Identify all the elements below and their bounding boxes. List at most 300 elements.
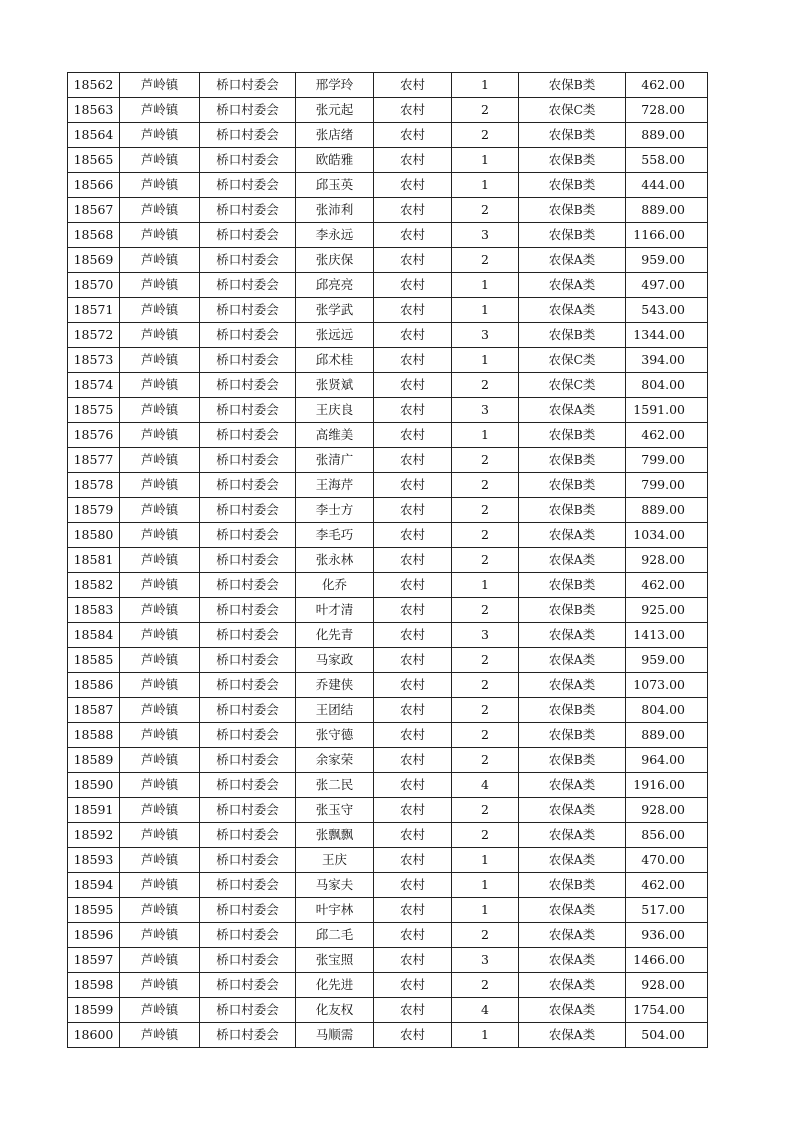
name-cell: 化先进 <box>296 973 374 998</box>
row-id-cell: 18572 <box>68 323 120 348</box>
amount-cell: 1073.00 <box>626 673 708 698</box>
insurance-category-cell: 农保B类 <box>519 723 626 748</box>
amount-cell: 394.00 <box>626 348 708 373</box>
name-cell: 张宝照 <box>296 948 374 973</box>
table-row <box>68 273 708 298</box>
area-type-cell: 农村 <box>374 173 452 198</box>
village-committee-cell: 桥口村委会 <box>200 873 296 898</box>
town-cell: 芦岭镇 <box>120 198 200 223</box>
amount-cell: 517.00 <box>626 898 708 923</box>
amount-cell: 1466.00 <box>626 948 708 973</box>
row-id-cell: 18600 <box>68 1023 120 1048</box>
village-committee-cell: 桥口村委会 <box>200 848 296 873</box>
name-cell: 张远远 <box>296 323 374 348</box>
village-committee-cell: 桥口村委会 <box>200 198 296 223</box>
table-row <box>68 898 708 923</box>
village-committee-cell: 桥口村委会 <box>200 523 296 548</box>
household-size-cell: 4 <box>452 773 519 798</box>
name-cell: 王庆良 <box>296 398 374 423</box>
town-cell: 芦岭镇 <box>120 748 200 773</box>
insurance-category-cell: 农保B类 <box>519 73 626 98</box>
insurance-category-cell: 农保A类 <box>519 898 626 923</box>
row-id-cell: 18599 <box>68 998 120 1023</box>
village-committee-cell: 桥口村委会 <box>200 498 296 523</box>
area-type-cell: 农村 <box>374 398 452 423</box>
name-cell: 张庆保 <box>296 248 374 273</box>
insurance-category-cell: 农保A类 <box>519 648 626 673</box>
table-row <box>68 698 708 723</box>
name-cell: 马家政 <box>296 648 374 673</box>
table-row <box>68 673 708 698</box>
row-id-cell: 18583 <box>68 598 120 623</box>
name-cell: 李士方 <box>296 498 374 523</box>
row-id-cell: 18571 <box>68 298 120 323</box>
amount-cell: 462.00 <box>626 73 708 98</box>
area-type-cell: 农村 <box>374 973 452 998</box>
amount-cell: 1166.00 <box>626 223 708 248</box>
amount-cell: 804.00 <box>626 373 708 398</box>
row-id-cell: 18573 <box>68 348 120 373</box>
name-cell: 张守德 <box>296 723 374 748</box>
name-cell: 王团结 <box>296 698 374 723</box>
amount-cell: 558.00 <box>626 148 708 173</box>
household-size-cell: 1 <box>452 298 519 323</box>
row-id-cell: 18597 <box>68 948 120 973</box>
row-id-cell: 18580 <box>68 523 120 548</box>
town-cell: 芦岭镇 <box>120 723 200 748</box>
village-committee-cell: 桥口村委会 <box>200 623 296 648</box>
village-committee-cell: 桥口村委会 <box>200 573 296 598</box>
household-size-cell: 2 <box>452 673 519 698</box>
amount-cell: 1754.00 <box>626 998 708 1023</box>
amount-cell: 799.00 <box>626 473 708 498</box>
village-committee-cell: 桥口村委会 <box>200 723 296 748</box>
name-cell: 张贤斌 <box>296 373 374 398</box>
table-row <box>68 948 708 973</box>
town-cell: 芦岭镇 <box>120 848 200 873</box>
village-committee-cell: 桥口村委会 <box>200 298 296 323</box>
table-row <box>68 723 708 748</box>
village-committee-cell: 桥口村委会 <box>200 798 296 823</box>
town-cell: 芦岭镇 <box>120 323 200 348</box>
area-type-cell: 农村 <box>374 848 452 873</box>
amount-cell: 462.00 <box>626 423 708 448</box>
table-row <box>68 923 708 948</box>
area-type-cell: 农村 <box>374 648 452 673</box>
area-type-cell: 农村 <box>374 548 452 573</box>
name-cell: 马家夫 <box>296 873 374 898</box>
village-committee-cell: 桥口村委会 <box>200 998 296 1023</box>
table-row <box>68 73 708 98</box>
area-type-cell: 农村 <box>374 423 452 448</box>
amount-cell: 504.00 <box>626 1023 708 1048</box>
name-cell: 邱亮亮 <box>296 273 374 298</box>
household-size-cell: 1 <box>452 573 519 598</box>
town-cell: 芦岭镇 <box>120 498 200 523</box>
household-size-cell: 4 <box>452 998 519 1023</box>
household-size-cell: 1 <box>452 173 519 198</box>
village-committee-cell: 桥口村委会 <box>200 448 296 473</box>
name-cell: 张二民 <box>296 773 374 798</box>
town-cell: 芦岭镇 <box>120 73 200 98</box>
table-row <box>68 498 708 523</box>
area-type-cell: 农村 <box>374 873 452 898</box>
insurance-category-cell: 农保A类 <box>519 523 626 548</box>
insurance-category-cell: 农保A类 <box>519 798 626 823</box>
household-size-cell: 1 <box>452 1023 519 1048</box>
insurance-category-cell: 农保A类 <box>519 673 626 698</box>
town-cell: 芦岭镇 <box>120 448 200 473</box>
amount-cell: 889.00 <box>626 198 708 223</box>
row-id-cell: 18567 <box>68 198 120 223</box>
area-type-cell: 农村 <box>374 98 452 123</box>
area-type-cell: 农村 <box>374 723 452 748</box>
village-committee-cell: 桥口村委会 <box>200 923 296 948</box>
row-id-cell: 18581 <box>68 548 120 573</box>
roster-table <box>67 72 708 1048</box>
area-type-cell: 农村 <box>374 73 452 98</box>
household-size-cell: 2 <box>452 373 519 398</box>
area-type-cell: 农村 <box>374 773 452 798</box>
name-cell: 张学武 <box>296 298 374 323</box>
row-id-cell: 18596 <box>68 923 120 948</box>
town-cell: 芦岭镇 <box>120 998 200 1023</box>
amount-cell: 964.00 <box>626 748 708 773</box>
amount-cell: 928.00 <box>626 973 708 998</box>
name-cell: 马顺需 <box>296 1023 374 1048</box>
village-committee-cell: 桥口村委会 <box>200 673 296 698</box>
insurance-category-cell: 农保A类 <box>519 623 626 648</box>
village-committee-cell: 桥口村委会 <box>200 548 296 573</box>
insurance-category-cell: 农保B类 <box>519 173 626 198</box>
table-row <box>68 198 708 223</box>
insurance-category-cell: 农保A类 <box>519 923 626 948</box>
insurance-category-cell: 农保A类 <box>519 773 626 798</box>
insurance-category-cell: 农保C类 <box>519 348 626 373</box>
insurance-category-cell: 农保B类 <box>519 598 626 623</box>
amount-cell: 959.00 <box>626 248 708 273</box>
village-committee-cell: 桥口村委会 <box>200 698 296 723</box>
village-committee-cell: 桥口村委会 <box>200 348 296 373</box>
amount-cell: 728.00 <box>626 98 708 123</box>
household-size-cell: 2 <box>452 698 519 723</box>
area-type-cell: 农村 <box>374 1023 452 1048</box>
row-id-cell: 18585 <box>68 648 120 673</box>
table-row <box>68 773 708 798</box>
insurance-category-cell: 农保B类 <box>519 123 626 148</box>
household-size-cell: 1 <box>452 148 519 173</box>
household-size-cell: 3 <box>452 323 519 348</box>
row-id-cell: 18591 <box>68 798 120 823</box>
household-size-cell: 1 <box>452 898 519 923</box>
area-type-cell: 农村 <box>374 523 452 548</box>
name-cell: 乔建侠 <box>296 673 374 698</box>
town-cell: 芦岭镇 <box>120 298 200 323</box>
amount-cell: 1916.00 <box>626 773 708 798</box>
household-size-cell: 3 <box>452 948 519 973</box>
area-type-cell: 农村 <box>374 348 452 373</box>
name-cell: 余家荣 <box>296 748 374 773</box>
area-type-cell: 农村 <box>374 573 452 598</box>
insurance-category-cell: 农保A类 <box>519 273 626 298</box>
table-row <box>68 998 708 1023</box>
town-cell: 芦岭镇 <box>120 473 200 498</box>
table-row <box>68 398 708 423</box>
area-type-cell: 农村 <box>374 148 452 173</box>
town-cell: 芦岭镇 <box>120 423 200 448</box>
row-id-cell: 18590 <box>68 773 120 798</box>
amount-cell: 1591.00 <box>626 398 708 423</box>
amount-cell: 444.00 <box>626 173 708 198</box>
table-row <box>68 223 708 248</box>
household-size-cell: 2 <box>452 548 519 573</box>
insurance-category-cell: 农保A类 <box>519 823 626 848</box>
area-type-cell: 农村 <box>374 123 452 148</box>
insurance-category-cell: 农保B类 <box>519 473 626 498</box>
row-id-cell: 18566 <box>68 173 120 198</box>
insurance-category-cell: 农保A类 <box>519 398 626 423</box>
area-type-cell: 农村 <box>374 273 452 298</box>
household-size-cell: 2 <box>452 98 519 123</box>
amount-cell: 1034.00 <box>626 523 708 548</box>
area-type-cell: 农村 <box>374 373 452 398</box>
town-cell: 芦岭镇 <box>120 248 200 273</box>
area-type-cell: 农村 <box>374 673 452 698</box>
area-type-cell: 农村 <box>374 498 452 523</box>
row-id-cell: 18579 <box>68 498 120 523</box>
insurance-category-cell: 农保B类 <box>519 498 626 523</box>
town-cell: 芦岭镇 <box>120 148 200 173</box>
area-type-cell: 农村 <box>374 223 452 248</box>
town-cell: 芦岭镇 <box>120 548 200 573</box>
roster-body <box>68 73 708 1048</box>
row-id-cell: 18587 <box>68 698 120 723</box>
household-size-cell: 3 <box>452 223 519 248</box>
table-row <box>68 873 708 898</box>
table-row <box>68 448 708 473</box>
town-cell: 芦岭镇 <box>120 348 200 373</box>
table-row <box>68 298 708 323</box>
area-type-cell: 农村 <box>374 248 452 273</box>
table-row <box>68 848 708 873</box>
village-committee-cell: 桥口村委会 <box>200 123 296 148</box>
insurance-category-cell: 农保B类 <box>519 423 626 448</box>
village-committee-cell: 桥口村委会 <box>200 598 296 623</box>
village-committee-cell: 桥口村委会 <box>200 898 296 923</box>
household-size-cell: 2 <box>452 923 519 948</box>
amount-cell: 889.00 <box>626 498 708 523</box>
town-cell: 芦岭镇 <box>120 573 200 598</box>
household-size-cell: 1 <box>452 873 519 898</box>
table-row <box>68 523 708 548</box>
insurance-category-cell: 农保B类 <box>519 198 626 223</box>
name-cell: 化乔 <box>296 573 374 598</box>
name-cell: 王海芹 <box>296 473 374 498</box>
amount-cell: 928.00 <box>626 798 708 823</box>
insurance-category-cell: 农保B类 <box>519 573 626 598</box>
insurance-category-cell: 农保B类 <box>519 873 626 898</box>
row-id-cell: 18565 <box>68 148 120 173</box>
table-row <box>68 823 708 848</box>
row-id-cell: 18588 <box>68 723 120 748</box>
town-cell: 芦岭镇 <box>120 398 200 423</box>
amount-cell: 1413.00 <box>626 623 708 648</box>
amount-cell: 959.00 <box>626 648 708 673</box>
area-type-cell: 农村 <box>374 698 452 723</box>
household-size-cell: 2 <box>452 648 519 673</box>
village-committee-cell: 桥口村委会 <box>200 273 296 298</box>
insurance-category-cell: 农保A类 <box>519 1023 626 1048</box>
insurance-category-cell: 农保C类 <box>519 373 626 398</box>
table-row <box>68 573 708 598</box>
row-id-cell: 18589 <box>68 748 120 773</box>
name-cell: 化友权 <box>296 998 374 1023</box>
table-row <box>68 348 708 373</box>
village-committee-cell: 桥口村委会 <box>200 373 296 398</box>
town-cell: 芦岭镇 <box>120 898 200 923</box>
row-id-cell: 18575 <box>68 398 120 423</box>
household-size-cell: 2 <box>452 498 519 523</box>
row-id-cell: 18569 <box>68 248 120 273</box>
insurance-category-cell: 农保B类 <box>519 223 626 248</box>
table-row <box>68 648 708 673</box>
area-type-cell: 农村 <box>374 823 452 848</box>
town-cell: 芦岭镇 <box>120 973 200 998</box>
name-cell: 邱术桂 <box>296 348 374 373</box>
household-size-cell: 1 <box>452 73 519 98</box>
insurance-category-cell: 农保B类 <box>519 698 626 723</box>
household-size-cell: 2 <box>452 723 519 748</box>
name-cell: 王庆 <box>296 848 374 873</box>
table-row <box>68 148 708 173</box>
town-cell: 芦岭镇 <box>120 123 200 148</box>
row-id-cell: 18592 <box>68 823 120 848</box>
insurance-category-cell: 农保A类 <box>519 298 626 323</box>
town-cell: 芦岭镇 <box>120 948 200 973</box>
amount-cell: 462.00 <box>626 573 708 598</box>
name-cell: 高维美 <box>296 423 374 448</box>
row-id-cell: 18593 <box>68 848 120 873</box>
area-type-cell: 农村 <box>374 898 452 923</box>
area-type-cell: 农村 <box>374 798 452 823</box>
household-size-cell: 3 <box>452 623 519 648</box>
village-committee-cell: 桥口村委会 <box>200 948 296 973</box>
amount-cell: 936.00 <box>626 923 708 948</box>
name-cell: 叶才清 <box>296 598 374 623</box>
name-cell: 化先青 <box>296 623 374 648</box>
amount-cell: 856.00 <box>626 823 708 848</box>
table-row <box>68 123 708 148</box>
amount-cell: 462.00 <box>626 873 708 898</box>
area-type-cell: 农村 <box>374 298 452 323</box>
insurance-category-cell: 农保A类 <box>519 948 626 973</box>
table-row <box>68 548 708 573</box>
name-cell: 张永林 <box>296 548 374 573</box>
village-committee-cell: 桥口村委会 <box>200 73 296 98</box>
village-committee-cell: 桥口村委会 <box>200 773 296 798</box>
amount-cell: 497.00 <box>626 273 708 298</box>
village-committee-cell: 桥口村委会 <box>200 148 296 173</box>
table-row <box>68 173 708 198</box>
insurance-category-cell: 农保B类 <box>519 323 626 348</box>
village-committee-cell: 桥口村委会 <box>200 248 296 273</box>
insurance-category-cell: 农保B类 <box>519 448 626 473</box>
row-id-cell: 18577 <box>68 448 120 473</box>
table-row <box>68 373 708 398</box>
village-committee-cell: 桥口村委会 <box>200 323 296 348</box>
area-type-cell: 农村 <box>374 998 452 1023</box>
name-cell: 张清广 <box>296 448 374 473</box>
town-cell: 芦岭镇 <box>120 273 200 298</box>
name-cell: 张玉守 <box>296 798 374 823</box>
row-id-cell: 18570 <box>68 273 120 298</box>
household-size-cell: 2 <box>452 823 519 848</box>
town-cell: 芦岭镇 <box>120 223 200 248</box>
row-id-cell: 18598 <box>68 973 120 998</box>
village-committee-cell: 桥口村委会 <box>200 748 296 773</box>
name-cell: 李毛巧 <box>296 523 374 548</box>
amount-cell: 928.00 <box>626 548 708 573</box>
table-row <box>68 248 708 273</box>
name-cell: 张元起 <box>296 98 374 123</box>
row-id-cell: 18562 <box>68 73 120 98</box>
amount-cell: 799.00 <box>626 448 708 473</box>
amount-cell: 1344.00 <box>626 323 708 348</box>
household-size-cell: 2 <box>452 523 519 548</box>
village-committee-cell: 桥口村委会 <box>200 648 296 673</box>
table-row <box>68 473 708 498</box>
area-type-cell: 农村 <box>374 473 452 498</box>
table-row <box>68 323 708 348</box>
name-cell: 叶宇林 <box>296 898 374 923</box>
town-cell: 芦岭镇 <box>120 798 200 823</box>
table-row <box>68 623 708 648</box>
town-cell: 芦岭镇 <box>120 873 200 898</box>
town-cell: 芦岭镇 <box>120 373 200 398</box>
amount-cell: 889.00 <box>626 723 708 748</box>
town-cell: 芦岭镇 <box>120 173 200 198</box>
household-size-cell: 1 <box>452 348 519 373</box>
name-cell: 欧皓雅 <box>296 148 374 173</box>
amount-cell: 543.00 <box>626 298 708 323</box>
row-id-cell: 18563 <box>68 98 120 123</box>
village-committee-cell: 桥口村委会 <box>200 223 296 248</box>
household-size-cell: 2 <box>452 248 519 273</box>
village-committee-cell: 桥口村委会 <box>200 473 296 498</box>
amount-cell: 804.00 <box>626 698 708 723</box>
row-id-cell: 18582 <box>68 573 120 598</box>
row-id-cell: 18584 <box>68 623 120 648</box>
name-cell: 邱二毛 <box>296 923 374 948</box>
town-cell: 芦岭镇 <box>120 673 200 698</box>
area-type-cell: 农村 <box>374 623 452 648</box>
insurance-category-cell: 农保A类 <box>519 548 626 573</box>
village-committee-cell: 桥口村委会 <box>200 1023 296 1048</box>
village-committee-cell: 桥口村委会 <box>200 423 296 448</box>
insurance-category-cell: 农保A类 <box>519 973 626 998</box>
row-id-cell: 18586 <box>68 673 120 698</box>
insurance-category-cell: 农保B类 <box>519 148 626 173</box>
household-size-cell: 1 <box>452 273 519 298</box>
row-id-cell: 18564 <box>68 123 120 148</box>
table-row <box>68 798 708 823</box>
household-size-cell: 2 <box>452 798 519 823</box>
row-id-cell: 18594 <box>68 873 120 898</box>
table-row <box>68 98 708 123</box>
insurance-category-cell: 农保A类 <box>519 998 626 1023</box>
name-cell: 李永远 <box>296 223 374 248</box>
town-cell: 芦岭镇 <box>120 698 200 723</box>
